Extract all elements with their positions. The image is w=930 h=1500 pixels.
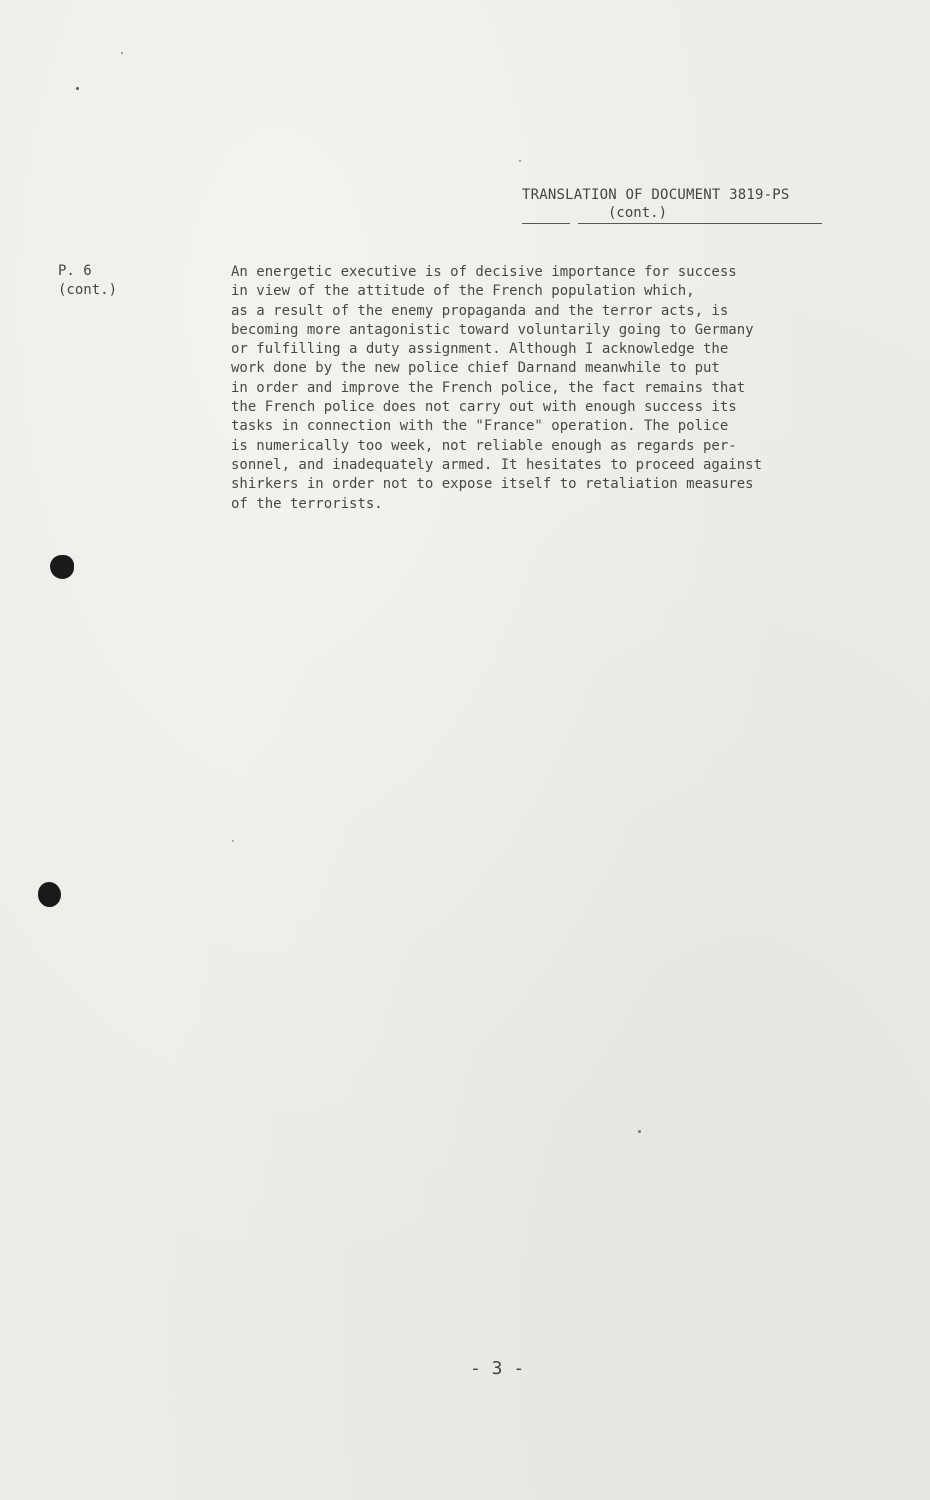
body-line: An energetic executive is of decisive importance for success <box>231 264 737 280</box>
punch-hole-upper <box>50 555 74 579</box>
body-line: tasks in connection with the "France" operation. The police <box>231 418 729 435</box>
body-line: or fulfilling a duty assignment. Although I acknowledge the <box>231 341 729 358</box>
margin-page-reference <box>58 262 117 300</box>
body-line: of the terrorists. <box>231 495 383 512</box>
paper-speck <box>232 840 234 842</box>
body-line: the French police does not carry out with enough success its <box>231 399 737 416</box>
paper-speck <box>76 87 79 90</box>
paper-speck <box>519 160 521 162</box>
document-subtitle: (cont.) <box>608 205 668 221</box>
paper-speck <box>121 52 123 54</box>
body-line: in view of the attitude of the French population which, <box>231 283 695 300</box>
punch-hole-lower <box>38 882 61 907</box>
body-line: in order and improve the French police, the fact remains that <box>231 379 746 396</box>
margin-continued: (cont.) <box>58 282 118 298</box>
body-line: work done by the new police chief Darnand meanwhile to put <box>231 360 720 377</box>
body-paragraph <box>231 263 871 514</box>
paper-speck <box>638 1130 641 1133</box>
margin-page-number: P. 6 <box>58 263 92 279</box>
document-title: TRANSLATION OF DOCUMENT 3819-PS <box>522 187 790 203</box>
page-number: - 3 - <box>470 1358 525 1379</box>
body-line: shirkers in order not to expose itself to retaliation measures <box>231 476 754 493</box>
body-line: as a result of the enemy propaganda and the terror acts, is <box>231 302 729 319</box>
body-line: is numerically too week, not reliable enough as regards per- <box>231 437 737 454</box>
document-header <box>522 186 822 222</box>
body-line: sonnel, and inadequately armed. It hesitates to proceed against <box>231 456 763 473</box>
body-line: becoming more antagonistic toward voluntarily going to Germany <box>231 321 754 338</box>
